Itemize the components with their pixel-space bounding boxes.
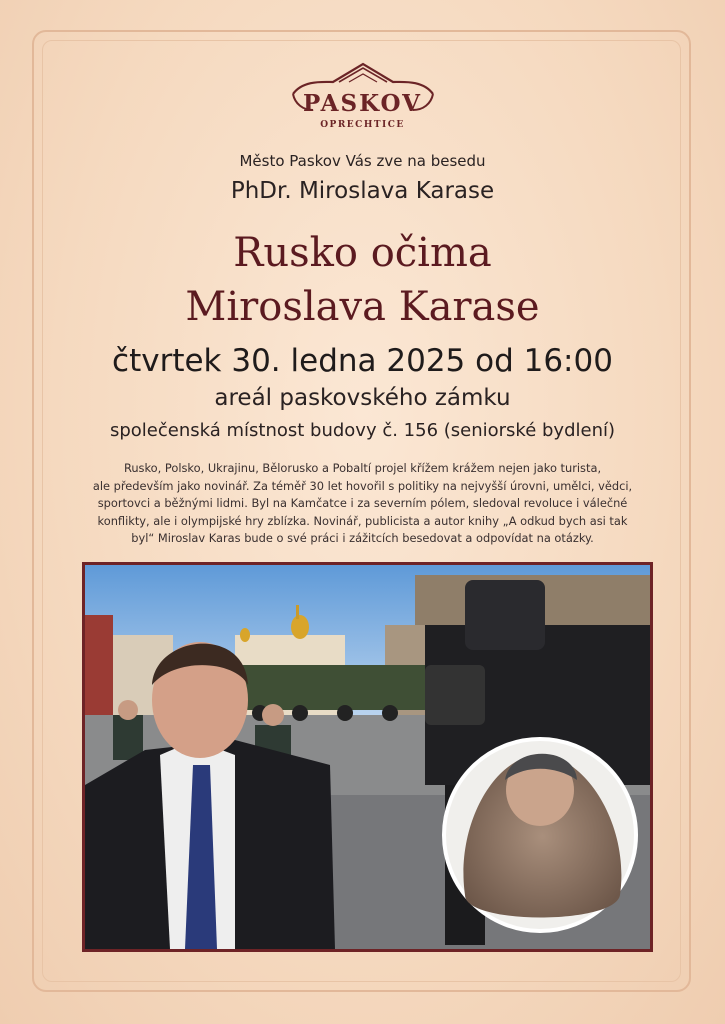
event-description — [70, 460, 655, 548]
speaker-name: PhDr. Miroslava Karase — [230, 178, 495, 204]
event-venue: areál paskovského zámku — [214, 385, 511, 411]
description-line: Rusko, Polsko, Ukrajinu, Bělorusko a Pobaltí projel křížem krážem nejen jako turista, — [123, 461, 602, 475]
event-room: společenská místnost budovy č. 156 (seniorské bydlení) — [109, 420, 616, 441]
description-line: byl“ Miroslav Karas bude o své práci i zážitcích besedovat a odpovídat na otázky. — [131, 531, 594, 545]
red-square-photo-illustration — [85, 565, 650, 949]
event-title-line1: Rusko očima — [233, 230, 492, 276]
speaker-photo — [82, 562, 653, 952]
event-title-line2: Miroslava Karase — [185, 284, 540, 330]
invitation-text: Město Paskov Vás zve na besedu — [239, 152, 486, 170]
event-datetime: čtvrtek 30. ledna 2025 od 16:00 — [112, 343, 613, 379]
logo-subtitle: OPRECHTICE — [320, 120, 405, 130]
description-line: ale především jako novinář. Za téměř 30 let hovořil s politiky na nejvyšší úrovni, umělci, vědci, — [92, 478, 633, 493]
description-line: konflikty, ale i olympijské hry zblízka. Novinář, publicista a autor knihy „A odkud bych asi tak — [97, 513, 628, 528]
description-line: sportovci a běžnými lidmi. Byl na Kamčatce i za severním pólem, sledoval revoluce i válečné — [97, 496, 628, 510]
logo-name: PASKOV — [303, 90, 422, 117]
